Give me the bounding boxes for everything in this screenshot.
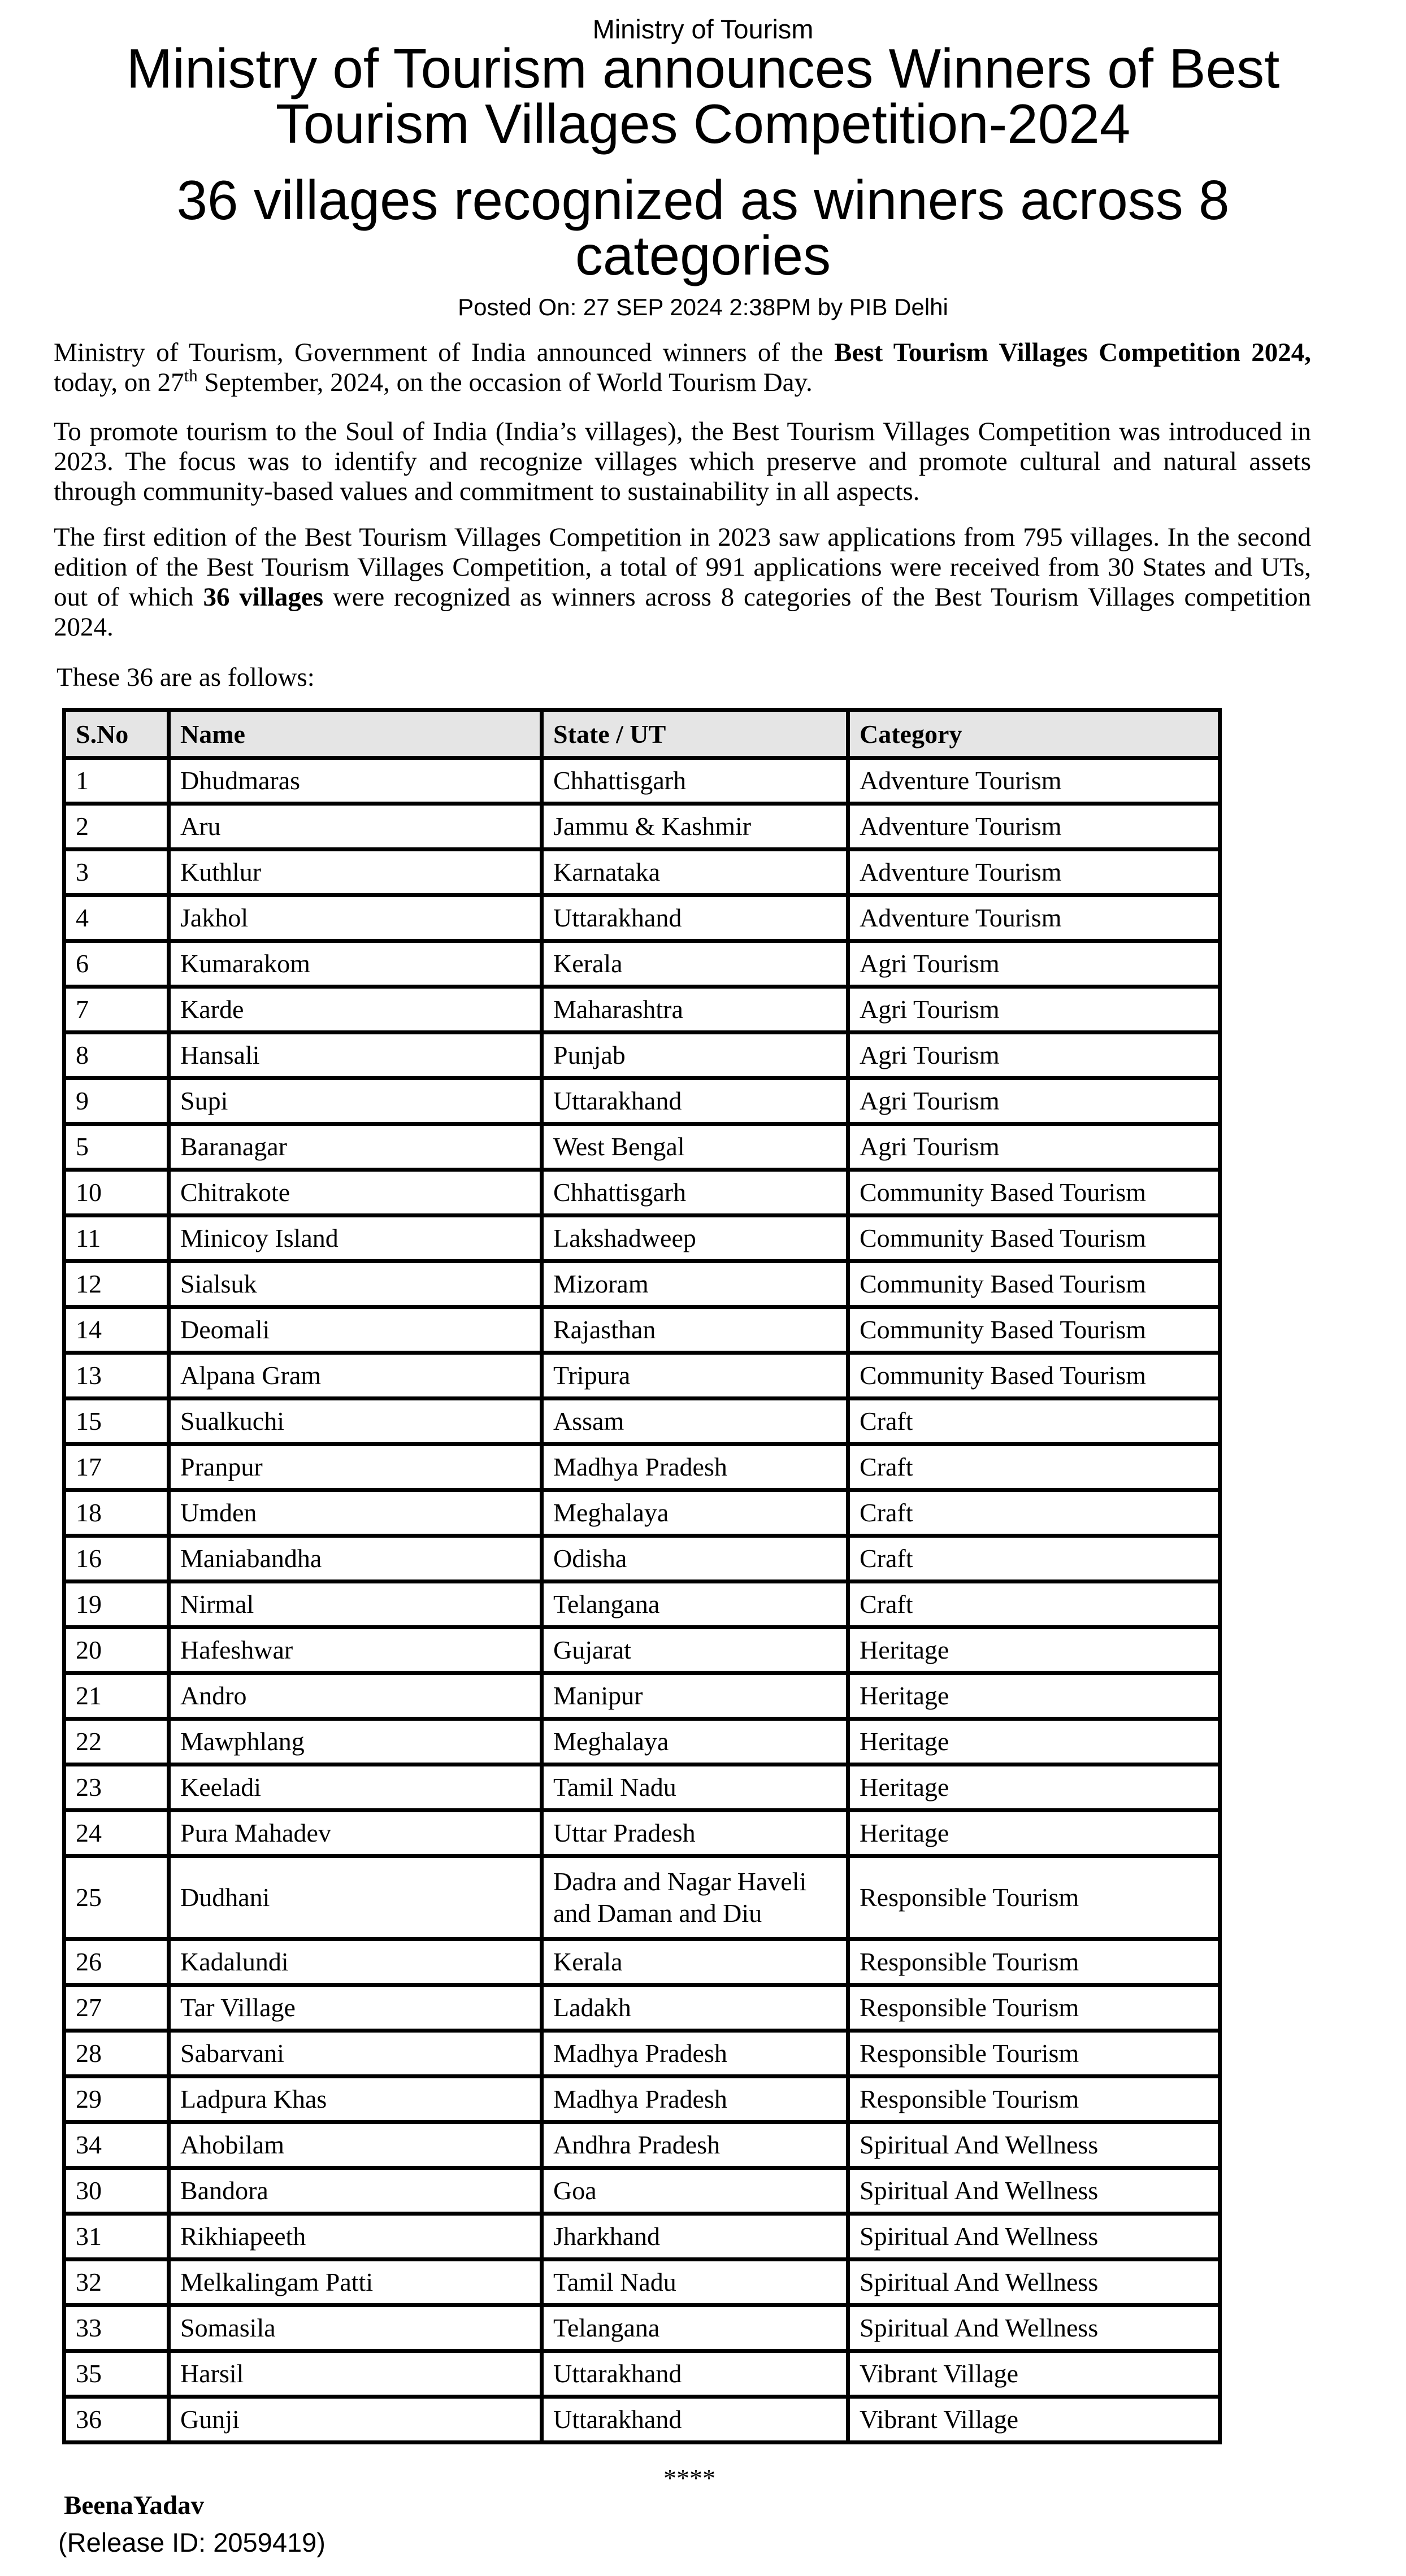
cell-category: Heritage bbox=[848, 1811, 1220, 1856]
table-row bbox=[64, 987, 1220, 1033]
cell-name: Alpana Gram bbox=[169, 1353, 542, 1399]
cell-sno: 1 bbox=[64, 758, 169, 804]
cell-sno: 17 bbox=[64, 1444, 169, 1490]
cell-name: Melkalingam Patti bbox=[169, 2260, 542, 2305]
table-body bbox=[64, 758, 1220, 2443]
cell-category: Craft bbox=[848, 1444, 1220, 1490]
cell-sno: 8 bbox=[64, 1033, 169, 1078]
cell-state: Maharashtra bbox=[542, 987, 848, 1033]
signoff-name: BeenaYadav bbox=[64, 2491, 205, 2520]
table-row bbox=[64, 1399, 1220, 1444]
cell-sno: 28 bbox=[64, 2031, 169, 2077]
cell-sno: 6 bbox=[64, 941, 169, 987]
table-row bbox=[64, 2214, 1220, 2260]
cell-sno: 27 bbox=[64, 1985, 169, 2031]
header-sno: S.No bbox=[64, 710, 169, 758]
cell-sno: 23 bbox=[64, 1765, 169, 1811]
cell-name: Maniabandha bbox=[169, 1536, 542, 1582]
table-row bbox=[64, 2351, 1220, 2397]
table-row bbox=[64, 850, 1220, 895]
cell-name: Umden bbox=[169, 1490, 542, 1536]
cell-sno: 26 bbox=[64, 1939, 169, 1985]
cell-category: Agri Tourism bbox=[848, 1033, 1220, 1078]
cell-name: Sualkuchi bbox=[169, 1399, 542, 1444]
table-intro: These 36 are as follows: bbox=[57, 663, 315, 692]
cell-name: Keeladi bbox=[169, 1765, 542, 1811]
cell-state: Madhya Pradesh bbox=[542, 2031, 848, 2077]
cell-name: Rikhiapeeth bbox=[169, 2214, 542, 2260]
cell-state: Uttarakhand bbox=[542, 2351, 848, 2397]
cell-state: Goa bbox=[542, 2168, 848, 2214]
end-marker: **** bbox=[663, 2464, 715, 2492]
cell-category: Responsible Tourism bbox=[848, 1856, 1220, 1939]
cell-name: Sabarvani bbox=[169, 2031, 542, 2077]
cell-category: Adventure Tourism bbox=[848, 850, 1220, 895]
cell-state: Uttarakhand bbox=[542, 895, 848, 941]
cell-name: Ahobilam bbox=[169, 2122, 542, 2168]
cell-sno: 36 bbox=[64, 2397, 169, 2443]
cell-category: Adventure Tourism bbox=[848, 895, 1220, 941]
cell-category: Spiritual And Wellness bbox=[848, 2305, 1220, 2351]
cell-state: Karnataka bbox=[542, 850, 848, 895]
cell-category: Craft bbox=[848, 1582, 1220, 1628]
cell-name: Dhudmaras bbox=[169, 758, 542, 804]
text-span: The first edition of the Best Tourism Villages Competition in 2023 saw applications from 795 villages. In the second edition of the Best Tourism Villages Competition, a total of 991 applications were received from 30 States and UTs, out of which bbox=[54, 523, 1311, 612]
cell-state: Jharkhand bbox=[542, 2214, 848, 2260]
table-row bbox=[64, 1939, 1220, 1985]
cell-state: Kerala bbox=[542, 941, 848, 987]
cell-state: Mizoram bbox=[542, 1261, 848, 1307]
text-span: today, on 27 bbox=[54, 368, 184, 397]
cell-category: Agri Tourism bbox=[848, 941, 1220, 987]
cell-sno: 35 bbox=[64, 2351, 169, 2397]
cell-category: Vibrant Village bbox=[848, 2397, 1220, 2443]
cell-category: Agri Tourism bbox=[848, 987, 1220, 1033]
paragraph-editions bbox=[54, 523, 1311, 642]
cell-category: Community Based Tourism bbox=[848, 1353, 1220, 1399]
cell-state: Tamil Nadu bbox=[542, 2260, 848, 2305]
table-row bbox=[64, 2397, 1220, 2443]
cell-state: Punjab bbox=[542, 1033, 848, 1078]
header-category: Category bbox=[848, 710, 1220, 758]
table-row bbox=[64, 2168, 1220, 2214]
cell-category: Heritage bbox=[848, 1628, 1220, 1673]
cell-sno: 20 bbox=[64, 1628, 169, 1673]
table-row bbox=[64, 2122, 1220, 2168]
table-row bbox=[64, 1536, 1220, 1582]
table-row bbox=[64, 1444, 1220, 1490]
cell-sno: 21 bbox=[64, 1673, 169, 1719]
cell-state: Tripura bbox=[542, 1353, 848, 1399]
cell-name: Minicoy Island bbox=[169, 1216, 542, 1261]
cell-sno: 13 bbox=[64, 1353, 169, 1399]
cell-category: Heritage bbox=[848, 1719, 1220, 1765]
cell-category: Heritage bbox=[848, 1673, 1220, 1719]
cell-sno: 24 bbox=[64, 1811, 169, 1856]
cell-name: Hafeshwar bbox=[169, 1628, 542, 1673]
cell-category: Responsible Tourism bbox=[848, 2031, 1220, 2077]
cell-category: Adventure Tourism bbox=[848, 804, 1220, 850]
cell-sno: 11 bbox=[64, 1216, 169, 1261]
cell-name: Bandora bbox=[169, 2168, 542, 2214]
cell-name: Harsil bbox=[169, 2351, 542, 2397]
cell-state: West Bengal bbox=[542, 1124, 848, 1170]
table-row bbox=[64, 804, 1220, 850]
cell-category: Community Based Tourism bbox=[848, 1261, 1220, 1307]
table-row bbox=[64, 2260, 1220, 2305]
cell-sno: 25 bbox=[64, 1856, 169, 1939]
cell-sno: 15 bbox=[64, 1399, 169, 1444]
cell-category: Responsible Tourism bbox=[848, 1939, 1220, 1985]
cell-name: Hansali bbox=[169, 1033, 542, 1078]
cell-sno: 19 bbox=[64, 1582, 169, 1628]
cell-state: Gujarat bbox=[542, 1628, 848, 1673]
table-row bbox=[64, 1673, 1220, 1719]
cell-state: Uttar Pradesh bbox=[542, 1811, 848, 1856]
cell-category: Community Based Tourism bbox=[848, 1170, 1220, 1216]
cell-category: Craft bbox=[848, 1399, 1220, 1444]
cell-sno: 18 bbox=[64, 1490, 169, 1536]
cell-state: Meghalaya bbox=[542, 1490, 848, 1536]
header-name: Name bbox=[169, 710, 542, 758]
cell-name: Jakhol bbox=[169, 895, 542, 941]
cell-sno: 22 bbox=[64, 1719, 169, 1765]
cell-category: Spiritual And Wellness bbox=[848, 2168, 1220, 2214]
cell-category: Spiritual And Wellness bbox=[848, 2214, 1220, 2260]
cell-category: Craft bbox=[848, 1490, 1220, 1536]
cell-state: Assam bbox=[542, 1399, 848, 1444]
bold-text: Best Tourism Villages Competition 2024, bbox=[834, 338, 1311, 367]
cell-sno: 12 bbox=[64, 1261, 169, 1307]
table-row bbox=[64, 1985, 1220, 2031]
cell-sno: 2 bbox=[64, 804, 169, 850]
cell-sno: 33 bbox=[64, 2305, 169, 2351]
cell-name: Andro bbox=[169, 1673, 542, 1719]
header-state: State / UT bbox=[542, 710, 848, 758]
cell-state: Chhattisgarh bbox=[542, 758, 848, 804]
table-row bbox=[64, 2305, 1220, 2351]
cell-state: Jammu & Kashmir bbox=[542, 804, 848, 850]
paragraph-announcement bbox=[54, 338, 1311, 398]
cell-category: Craft bbox=[848, 1536, 1220, 1582]
winners-table bbox=[62, 708, 1222, 2444]
text-span: September, 2024, on the occasion of World Tourism Day. bbox=[197, 368, 813, 397]
cell-category: Adventure Tourism bbox=[848, 758, 1220, 804]
cell-category: Responsible Tourism bbox=[848, 2077, 1220, 2122]
cell-sno: 34 bbox=[64, 2122, 169, 2168]
bold-text: 36 villages bbox=[203, 582, 324, 612]
cell-name: Nirmal bbox=[169, 1582, 542, 1628]
cell-name: Aru bbox=[169, 804, 542, 850]
subheadline: 36 villages recognized as winners across 8 categories bbox=[176, 169, 1230, 286]
cell-state: Ladakh bbox=[542, 1985, 848, 2031]
cell-state: Uttarakhand bbox=[542, 1078, 848, 1124]
cell-name: Supi bbox=[169, 1078, 542, 1124]
text-span: were recognized as winners across 8 categories of the Best Tourism Villages competition 2024. bbox=[54, 582, 1311, 642]
table-row bbox=[64, 1078, 1220, 1124]
table-row bbox=[64, 1216, 1220, 1261]
cell-name: Gunji bbox=[169, 2397, 542, 2443]
ministry-name: Ministry of Tourism bbox=[592, 14, 814, 44]
cell-state: Dadra and Nagar Haveli and Daman and Diu bbox=[542, 1856, 848, 1939]
table-row bbox=[64, 1261, 1220, 1307]
cell-state: Telangana bbox=[542, 2305, 848, 2351]
cell-state: Telangana bbox=[542, 1582, 848, 1628]
cell-sno: 32 bbox=[64, 2260, 169, 2305]
cell-sno: 10 bbox=[64, 1170, 169, 1216]
table-row bbox=[64, 1033, 1220, 1078]
cell-sno: 30 bbox=[64, 2168, 169, 2214]
cell-name: Tar Village bbox=[169, 1985, 542, 2031]
cell-sno: 9 bbox=[64, 1078, 169, 1124]
cell-state: Odisha bbox=[542, 1536, 848, 1582]
table-row bbox=[64, 1856, 1220, 1939]
table-row bbox=[64, 1353, 1220, 1399]
cell-sno: 16 bbox=[64, 1536, 169, 1582]
table-header-row bbox=[64, 710, 1220, 758]
cell-category: Agri Tourism bbox=[848, 1124, 1220, 1170]
table-row bbox=[64, 1582, 1220, 1628]
cell-sno: 7 bbox=[64, 987, 169, 1033]
cell-name: Deomali bbox=[169, 1307, 542, 1353]
cell-name: Karde bbox=[169, 987, 542, 1033]
text-span: Ministry of Tourism, Government of India announced winners of the bbox=[54, 338, 835, 367]
table-row bbox=[64, 1719, 1220, 1765]
cell-category: Community Based Tourism bbox=[848, 1307, 1220, 1353]
cell-state: Rajasthan bbox=[542, 1307, 848, 1353]
cell-state: Kerala bbox=[542, 1939, 848, 1985]
cell-category: Agri Tourism bbox=[848, 1078, 1220, 1124]
cell-name: Chitrakote bbox=[169, 1170, 542, 1216]
cell-state: Tamil Nadu bbox=[542, 1765, 848, 1811]
cell-sno: 31 bbox=[64, 2214, 169, 2260]
table-row bbox=[64, 1628, 1220, 1673]
table-row bbox=[64, 1307, 1220, 1353]
paragraph-purpose: To promote tourism to the Soul of India (India’s villages), the Best Tourism Villages Competition was introduced in 2023. The focus was to identify and recognize villages which preserve and promote cultural and natural assets through community-based values and commitment to sustainability in all aspects. bbox=[54, 417, 1311, 506]
cell-category: Responsible Tourism bbox=[848, 1985, 1220, 2031]
cell-sno: 3 bbox=[64, 850, 169, 895]
table-row bbox=[64, 1811, 1220, 1856]
table-row bbox=[64, 2031, 1220, 2077]
cell-category: Spiritual And Wellness bbox=[848, 2122, 1220, 2168]
cell-sno: 4 bbox=[64, 895, 169, 941]
cell-name: Kumarakom bbox=[169, 941, 542, 987]
release-id: (Release ID: 2059419) bbox=[58, 2527, 326, 2557]
cell-state: Lakshadweep bbox=[542, 1216, 848, 1261]
cell-category: Vibrant Village bbox=[848, 2351, 1220, 2397]
cell-name: Pranpur bbox=[169, 1444, 542, 1490]
cell-name: Dudhani bbox=[169, 1856, 542, 1939]
table-row bbox=[64, 1124, 1220, 1170]
cell-name: Baranagar bbox=[169, 1124, 542, 1170]
cell-category: Spiritual And Wellness bbox=[848, 2260, 1220, 2305]
cell-state: Andhra Pradesh bbox=[542, 2122, 848, 2168]
table-row bbox=[64, 1765, 1220, 1811]
table-row bbox=[64, 758, 1220, 804]
cell-state: Meghalaya bbox=[542, 1719, 848, 1765]
posted-date: Posted On: 27 SEP 2024 2:38PM by PIB Delhi bbox=[458, 294, 948, 320]
cell-name: Mawphlang bbox=[169, 1719, 542, 1765]
cell-name: Somasila bbox=[169, 2305, 542, 2351]
cell-name: Kuthlur bbox=[169, 850, 542, 895]
cell-state: Madhya Pradesh bbox=[542, 2077, 848, 2122]
cell-name: Kadalundi bbox=[169, 1939, 542, 1985]
table-row bbox=[64, 1170, 1220, 1216]
cell-state: Manipur bbox=[542, 1673, 848, 1719]
cell-sno: 14 bbox=[64, 1307, 169, 1353]
table-row bbox=[64, 2077, 1220, 2122]
cell-sno: 29 bbox=[64, 2077, 169, 2122]
cell-state: Madhya Pradesh bbox=[542, 1444, 848, 1490]
cell-category: Community Based Tourism bbox=[848, 1216, 1220, 1261]
cell-category: Heritage bbox=[848, 1765, 1220, 1811]
headline: Ministry of Tourism announces Winners of Best Tourism Villages Competition-2024 bbox=[126, 37, 1280, 155]
cell-name: Pura Mahadev bbox=[169, 1811, 542, 1856]
cell-name: Sialsuk bbox=[169, 1261, 542, 1307]
cell-sno: 5 bbox=[64, 1124, 169, 1170]
table-row bbox=[64, 1490, 1220, 1536]
cell-state: Chhattisgarh bbox=[542, 1170, 848, 1216]
table-row bbox=[64, 895, 1220, 941]
table-row bbox=[64, 941, 1220, 987]
superscript: th bbox=[184, 365, 198, 385]
cell-name: Ladpura Khas bbox=[169, 2077, 542, 2122]
cell-state: Uttarakhand bbox=[542, 2397, 848, 2443]
